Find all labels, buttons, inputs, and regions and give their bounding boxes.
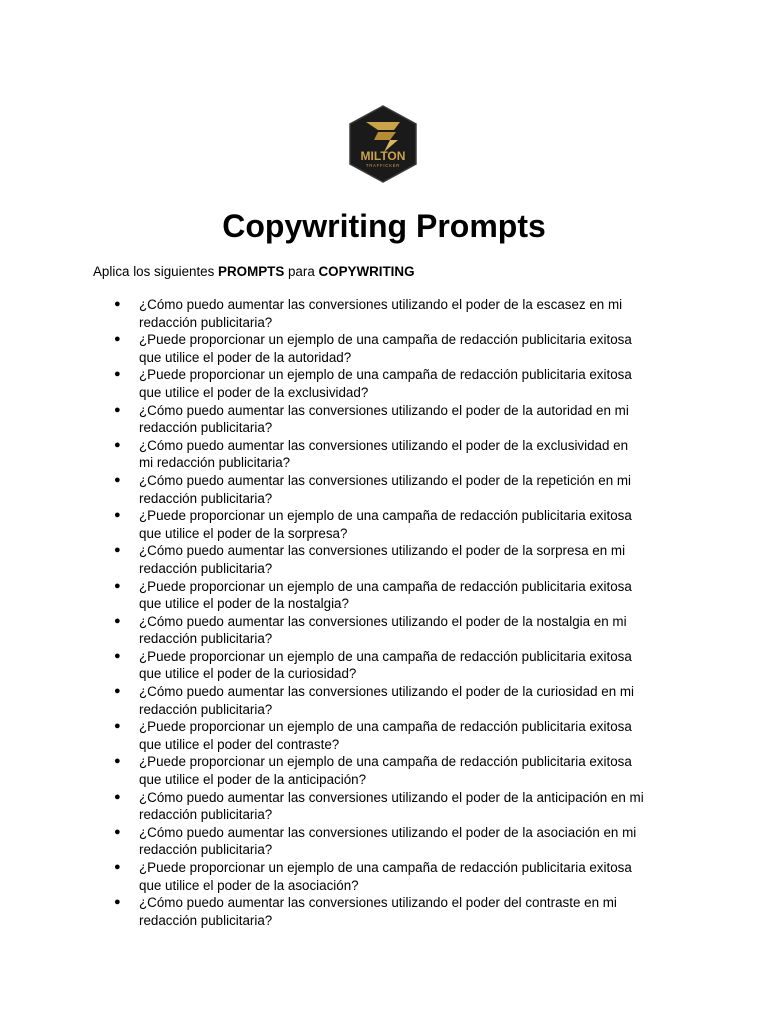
intro-prefix: Aplica los siguientes [93, 264, 219, 279]
bullet-icon: ● [114, 649, 121, 662]
list-item [114, 824, 694, 859]
bullet-icon: ● [114, 438, 121, 451]
list-item-text: ¿Cómo puedo aumentar las conversiones utilizando el poder de la nostalgia en mi redacción publicitaria? [139, 613, 627, 647]
list-item [114, 859, 694, 894]
bullet-icon: ● [114, 368, 121, 381]
list-item-text: ¿Puede proporcionar un ejemplo de una campaña de redacción publicitaria exitosa que utilice el poder de la exclusividad? [139, 367, 632, 400]
bullet-icon: ● [114, 861, 121, 873]
bullet-icon: ● [114, 403, 121, 416]
list-item-text: ¿Cómo puedo aumentar las conversiones utilizando el poder de la anticipación en mi redacción publicitaria? [139, 789, 644, 823]
list-item-text: ¿Cómo puedo aumentar las conversiones utilizando el poder de la escasez en mi redacción publicitaria? [139, 297, 623, 330]
page-title: Copywriting Prompts [222, 208, 546, 244]
bullet-icon: ● [114, 333, 121, 346]
list-item [114, 789, 694, 824]
bullet-icon: ● [114, 825, 121, 838]
list-item [114, 331, 694, 366]
list-item-text: ¿Cómo puedo aumentar las conversiones utilizando el poder de la exclusividad en mi redacción publicitaria? [139, 437, 629, 471]
list-item [114, 296, 694, 331]
list-item [114, 578, 694, 613]
intro-bold-copywriting: COPYWRITING [318, 264, 415, 279]
bullet-icon: ● [114, 685, 121, 698]
list-item [114, 507, 694, 542]
list-item [114, 542, 694, 577]
logo-wordmark: MILTON [360, 149, 406, 163]
list-item-text: ¿Cómo puedo aumentar las conversiones utilizando el poder de la sorpresa en mi redacción publicitaria? [139, 543, 626, 576]
list-item-text: ¿Puede proporcionar un ejemplo de una campaña de redacción publicitaria exitosa que utilice el poder de la autoridad? [139, 332, 632, 365]
list-item-text: ¿Puede proporcionar un ejemplo de una campaña de redacción publicitaria exitosa que utilice el poder del contraste? [139, 719, 632, 752]
bullet-icon: ● [114, 790, 121, 803]
list-item-text: ¿Puede proporcionar un ejemplo de una campaña de redacción publicitaria exitosa que utilice el poder de la anticipación? [139, 754, 632, 788]
logo-icon [344, 104, 422, 184]
list-item [114, 683, 694, 718]
intro-bold-prompts: PROMPTS [218, 264, 285, 279]
brand-logo [344, 104, 422, 184]
bullet-icon: ● [114, 755, 121, 768]
logo-subtext: TRAFFICKER [365, 163, 401, 168]
list-item [114, 613, 694, 648]
list-item-text: ¿Puede proporcionar un ejemplo de una campaña de redacción publicitaria exitosa que utilice el poder de la sorpresa? [139, 508, 632, 541]
bullet-icon: ● [114, 720, 121, 733]
list-item [114, 753, 694, 788]
list-item-text: ¿Cómo puedo aumentar las conversiones utilizando el poder de la autoridad en mi redacción publicitaria? [139, 402, 629, 436]
list-item [114, 648, 694, 683]
bullet-icon: ● [114, 298, 121, 310]
intro-middle: para [284, 264, 319, 279]
list-item [114, 894, 694, 929]
intro-text [93, 263, 414, 281]
bullet-icon: ● [114, 614, 121, 627]
list-item [114, 718, 694, 753]
list-item-text: ¿Puede proporcionar un ejemplo de una campaña de redacción publicitaria exitosa que utilice el poder de la asociación? [139, 860, 632, 893]
list-item [114, 366, 694, 401]
bullet-icon: ● [114, 544, 121, 557]
bullet-icon: ● [114, 579, 121, 592]
list-item-text: ¿Cómo puedo aumentar las conversiones utilizando el poder del contraste en mi redacción publicitaria? [139, 895, 617, 928]
list-item-text: ¿Cómo puedo aumentar las conversiones utilizando el poder de la repetición en mi redacción publicitaria? [139, 472, 632, 506]
list-item [114, 402, 694, 437]
list-item-text: ¿Puede proporcionar un ejemplo de una campaña de redacción publicitaria exitosa que utilice el poder de la curiosidad? [139, 648, 632, 682]
list-item-text: ¿Puede proporcionar un ejemplo de una campaña de redacción publicitaria exitosa que utilice el poder de la nostalgia? [139, 578, 632, 612]
list-item-text: ¿Cómo puedo aumentar las conversiones utilizando el poder de la curiosidad en mi redacción publicitaria? [139, 684, 634, 717]
prompt-list [114, 296, 694, 929]
bullet-icon: ● [114, 473, 121, 486]
list-item [114, 472, 694, 507]
list-item [114, 437, 694, 472]
bullet-icon: ● [114, 896, 121, 909]
list-item-text: ¿Cómo puedo aumentar las conversiones utilizando el poder de la asociación en mi redacción publicitaria? [139, 824, 637, 858]
bullet-icon: ● [114, 509, 121, 522]
